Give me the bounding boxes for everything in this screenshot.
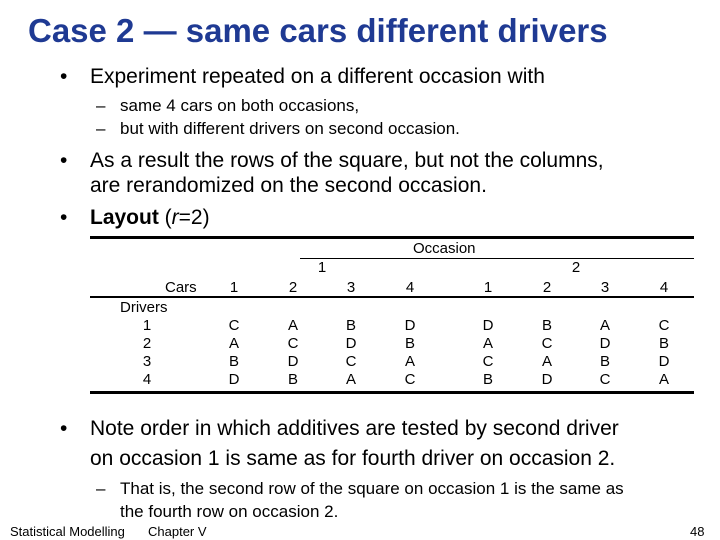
footer-page-number: 48 [690, 524, 705, 539]
bullet-note-order-cont [90, 446, 615, 471]
layout-value: =2) [178, 206, 210, 229]
car-number: 4 [405, 279, 415, 296]
occasion-rule [300, 258, 694, 259]
table-bottom-rule [90, 391, 694, 394]
layout-var: r [171, 206, 179, 229]
car-number: 4 [659, 279, 669, 296]
table-cell: C [658, 317, 670, 334]
table-cell: B [599, 353, 610, 370]
layout-open: ( [158, 206, 172, 229]
subbullet-text: but with different drivers on second occasion. [120, 119, 460, 138]
subbullet-text: That is, the second row of the square on occasion 1 is the same as [120, 479, 624, 498]
subbullet-text: same 4 cars on both occasions, [120, 96, 360, 115]
bullet-icon: • [60, 417, 68, 440]
table-cell: B [404, 335, 415, 352]
table-cell: D [287, 353, 299, 370]
driver-number: 3 [142, 353, 152, 370]
car-number: 2 [288, 279, 298, 296]
bullet-note-order [60, 416, 619, 441]
table-cell: D [404, 317, 416, 334]
footer-course: Statistical Modelling [10, 524, 125, 539]
table-cell: D [541, 371, 553, 388]
car-number: 1 [483, 279, 493, 296]
driver-number: 1 [142, 317, 152, 334]
bullet-icon: • [60, 206, 68, 229]
occasion-header: Occasion [413, 240, 476, 257]
table-cell: A [228, 335, 239, 352]
table-cell: C [287, 335, 299, 352]
bullet-text: Experiment repeated on a different occasion with [90, 65, 545, 88]
table-cell: B [345, 317, 356, 334]
table-cell: C [404, 371, 416, 388]
subbullet-that-is-cont [120, 501, 338, 522]
table-cell: B [658, 335, 669, 352]
drivers-header: Drivers [120, 299, 168, 316]
table-cell: D [599, 335, 611, 352]
table-top-rule [90, 236, 694, 239]
table-cell: C [228, 317, 240, 334]
car-number: 3 [600, 279, 610, 296]
dash-icon: – [96, 96, 106, 115]
table-cell: C [599, 371, 611, 388]
cars-header: Cars [165, 279, 197, 296]
bullet-text: are rerandomized on the second occasion. [90, 174, 487, 197]
table-cell: D [658, 353, 670, 370]
table-cell: B [228, 353, 239, 370]
car-number: 2 [542, 279, 552, 296]
table-cell: A [599, 317, 610, 334]
header-rule [90, 296, 694, 298]
occasion-number: 2 [571, 259, 581, 276]
dash-icon: – [96, 479, 106, 498]
table-cell: C [345, 353, 357, 370]
table-cell: D [345, 335, 357, 352]
slide-title: Case 2 — same cars different drivers [28, 12, 608, 49]
table-cell: A [345, 371, 356, 388]
car-number: 1 [229, 279, 239, 296]
table-cell: A [287, 317, 298, 334]
table-cell: A [541, 353, 552, 370]
subbullet-text: the fourth row on occasion 2. [120, 502, 339, 521]
car-number: 3 [346, 279, 356, 296]
footer-chapter: Chapter V [148, 524, 207, 539]
table-cell: A [404, 353, 415, 370]
driver-number: 2 [142, 335, 152, 352]
bullet-icon: • [60, 149, 68, 172]
bullet-icon: • [60, 65, 68, 88]
table-cell: A [482, 335, 493, 352]
bullet-text: As a result the rows of the square, but not the columns, [90, 149, 604, 172]
layout-label: Layout [90, 206, 159, 229]
table-cell: B [541, 317, 552, 334]
subbullet-that-is [96, 478, 624, 499]
table-cell: D [482, 317, 494, 334]
table-cell: B [482, 371, 493, 388]
bullet-text: on occasion 1 is same as for fourth driver on occasion 2. [90, 447, 616, 470]
driver-number: 4 [142, 371, 152, 388]
occasion-number: 1 [317, 259, 327, 276]
table-cell: D [228, 371, 240, 388]
dash-icon: – [96, 119, 106, 138]
bullet-text: Note order in which additives are tested by second driver [90, 417, 619, 440]
table-cell: C [482, 353, 494, 370]
table-cell: C [541, 335, 553, 352]
table-cell: B [287, 371, 298, 388]
table-cell: A [658, 371, 669, 388]
